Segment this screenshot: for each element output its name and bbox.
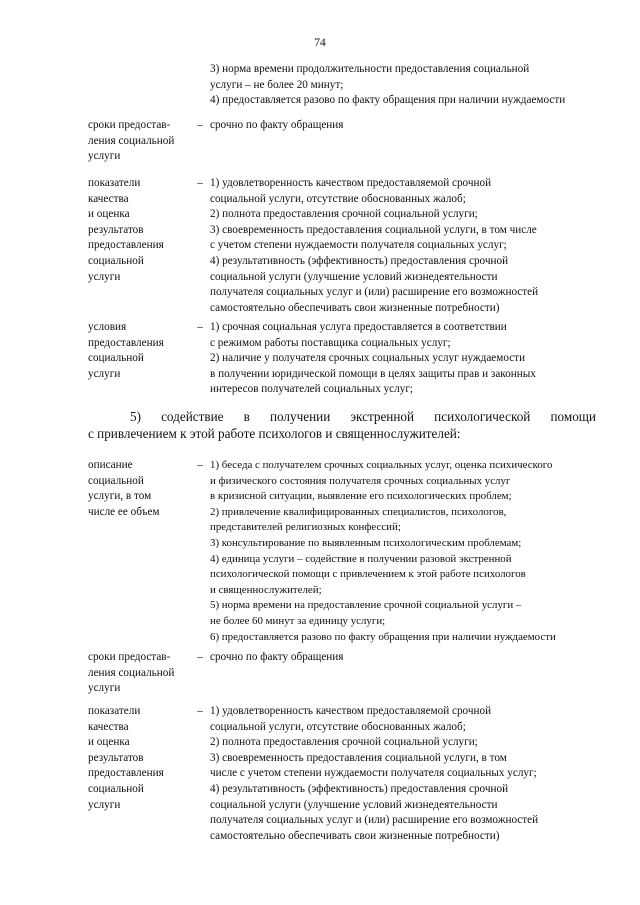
label-line: социальной	[88, 352, 144, 365]
text-line: социальной услуги, отсутствие обоснованных жалоб;	[210, 720, 466, 733]
text-line: 1) удовлетворенность качеством предоставляемой срочной	[210, 177, 492, 189]
text-line: интересов получателей социальных услуг;	[210, 383, 414, 396]
label-line: предоставления	[88, 767, 164, 780]
row-dash: –	[197, 651, 203, 663]
row-quality-indicators	[88, 704, 598, 846]
text-line: с учетом степени нуждаемости получателя социальных услуг;	[210, 239, 507, 252]
text-line: самостоятельно обеспечивать свои жизненные потребности)	[210, 301, 500, 314]
heading-line: 5) содействие в получении экстренной психологической помощи	[130, 409, 596, 424]
text-line: услуги – не более 20 минут;	[210, 78, 344, 91]
text-line: 4) результативность (эффективность) предоставления срочной	[210, 254, 509, 267]
text-line: 1) срочная социальная услуга предоставляется в соответствии	[210, 321, 507, 333]
row-text	[210, 176, 600, 316]
label-line: услуги, в том	[88, 490, 152, 503]
text-line: психологической помощи с привлечением к этой работе психологов	[210, 568, 526, 581]
text-line: 3) консультирование по выявленным психологическим проблемам;	[210, 536, 522, 549]
text-line: 2) полнота предоставления срочной социальной услуги;	[210, 208, 478, 221]
text-line: 1) беседа с получателем срочных социальных услуг, оценка психического	[210, 459, 553, 471]
label-line: социальной	[88, 474, 144, 487]
text-line: с режимом работы поставщика социальных услуг;	[210, 336, 451, 349]
text-line: 4) предоставляется разово по факту обращения при наличии нуждаемости	[210, 94, 566, 107]
text-line: социальной услуги, отсутствие обоснованных жалоб;	[210, 192, 466, 205]
text-line: социальной услуги (улучшение условий жизнедеятельности	[210, 270, 498, 283]
label-line: социальной	[88, 254, 144, 267]
label-line: услуги	[88, 682, 121, 695]
row-dash: –	[197, 177, 203, 189]
text-line: 2) привлечение квалифицированных специалистов, психологов,	[210, 505, 507, 518]
row-text	[210, 650, 600, 666]
text-line: и физического состояния получателя срочных социальных услуг	[210, 474, 511, 487]
label-line: описание	[88, 459, 133, 471]
text-line: срочно по факту обращения	[210, 119, 344, 131]
text-line: получателя социальных услуг и (или) расширение его возможностей	[210, 286, 539, 299]
text-line: социальной услуги (улучшение условий жизнедеятельности	[210, 798, 498, 811]
label-line: качества	[88, 192, 129, 205]
text-line: числе с учетом степени нуждаемости получателя социальных услуг;	[210, 767, 537, 780]
label-line: ления социальной	[88, 666, 175, 679]
text-line: 6) предоставляется разово по факту обращения при наличии нуждаемости	[210, 630, 556, 643]
text-line: самостоятельно обеспечивать свои жизненные потребности)	[210, 829, 500, 842]
text-line: срочно по факту обращения	[210, 651, 344, 663]
text-line: 5) норма времени на предоставление срочной социальной услуги –	[210, 599, 522, 612]
text-line: 3) своевременность предоставления социальной услуги, в том	[210, 751, 507, 764]
label-line: услуги	[88, 798, 121, 811]
row-dash: –	[197, 321, 203, 333]
label-line: и оценка	[88, 736, 130, 749]
text-line: не более 60 минут за единицу услуги;	[210, 614, 386, 627]
text-line: 2) наличие у получателя срочных социальных услуг нуждаемости	[210, 352, 526, 365]
row-label	[88, 118, 193, 165]
row-quality-indicators	[88, 176, 598, 318]
row-terms	[88, 118, 598, 166]
row-description	[88, 458, 598, 648]
label-line: числе ее объем	[88, 505, 160, 518]
row-terms	[88, 650, 598, 698]
text-line: в кризисной ситуации, выявление его психологических проблем;	[210, 490, 512, 503]
label-line: предоставления	[88, 239, 164, 252]
text-line: 3) норма времени продолжительности предоставления социальной	[210, 63, 530, 75]
text-line: представителей религиозных конфессий;	[210, 521, 401, 534]
label-line: социальной	[88, 782, 144, 795]
label-line: показатели	[88, 705, 141, 717]
text-line: 4) результативность (эффективность) предоставления срочной	[210, 782, 509, 795]
label-line: результатов	[88, 751, 144, 764]
text-line: получателя социальных услуг и (или) расширение его возможностей	[210, 814, 539, 827]
label-line: сроки предостав-	[88, 651, 171, 663]
label-line: качества	[88, 720, 129, 733]
text-line: в получении юридической помощи в целях защиты прав и законных	[210, 367, 536, 380]
row-label	[88, 176, 193, 285]
row-text	[210, 704, 600, 844]
text-line: 2) полнота предоставления срочной социальной услуги;	[210, 736, 478, 749]
row-label	[88, 320, 193, 382]
label-line: сроки предостав-	[88, 119, 171, 131]
row-text	[210, 118, 600, 134]
text-line: и священнослужителей;	[210, 583, 322, 596]
row-dash: –	[197, 459, 203, 471]
text-line: 3) своевременность предоставления социальной услуги, в том числе	[210, 223, 537, 236]
heading-line: с привлечением к этой работе психологов и священнослужителей:	[88, 426, 461, 441]
label-line: услуги	[88, 150, 121, 163]
row-label	[88, 704, 193, 813]
label-line: предоставления	[88, 336, 164, 349]
row-label	[88, 650, 193, 697]
label-line: условия	[88, 321, 127, 333]
row-dash: –	[197, 119, 203, 131]
label-line: результатов	[88, 223, 144, 236]
label-line: и оценка	[88, 208, 130, 221]
row-text	[210, 458, 600, 645]
label-line: ления социальной	[88, 134, 175, 147]
page-number: 74	[314, 37, 326, 49]
continuation-text	[210, 62, 565, 109]
text-line: 1) удовлетворенность качеством предоставляемой срочной	[210, 705, 492, 717]
row-conditions	[88, 320, 598, 400]
text-line: 4) единица услуги – содействие в получении разовой экстренной	[210, 552, 512, 565]
section-heading	[88, 408, 596, 442]
label-line: показатели	[88, 177, 141, 189]
row-text	[210, 320, 600, 398]
row-dash: –	[197, 705, 203, 717]
label-line: услуги	[88, 367, 121, 380]
row-label	[88, 458, 193, 520]
label-line: услуги	[88, 270, 121, 283]
